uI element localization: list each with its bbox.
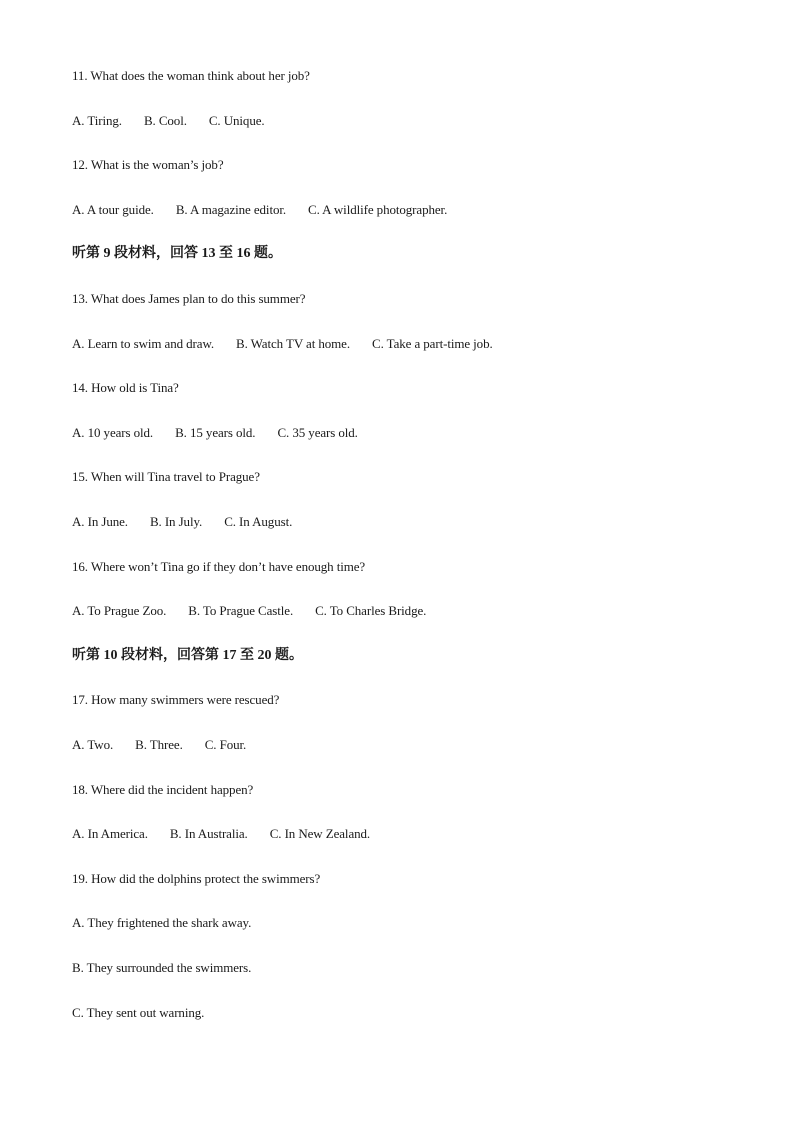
answer-option: C. They sent out warning. (72, 1005, 205, 1020)
answer-options (72, 603, 426, 619)
answer-options (72, 737, 246, 753)
answer-options (72, 425, 358, 441)
section-heading: 听第 9 段材料，回答 13 至 16 题。 (72, 246, 282, 261)
question-text: 16. Where won’t Tina go if they don’t have enough time? (72, 559, 366, 574)
question-text: 17. How many swimmers were rescued? (72, 692, 280, 707)
answer-option: B. A magazine editor. (175, 202, 287, 217)
question-text: 19. How did the dolphins protect the swimmers? (72, 871, 321, 886)
question-text: 18. Where did the incident happen? (72, 782, 254, 797)
answer-option: A. Tiring. (72, 113, 122, 128)
answer-options (72, 915, 251, 931)
answer-option: C. 35 years old. (277, 425, 358, 440)
section-heading: 听第 10 段材料，回答第 17 至 20 题。 (72, 648, 303, 663)
answer-option: B. 15 years old. (175, 425, 256, 440)
question-text: 11. What does the woman think about her job? (72, 68, 310, 83)
question-text: 13. What does James plan to do this summer? (72, 291, 306, 306)
answer-option: B. In Australia. (169, 826, 248, 841)
answer-option: B. Cool. (143, 113, 187, 128)
answer-option: A. 10 years old. (72, 425, 154, 440)
question-text: 15. When will Tina travel to Prague? (72, 469, 260, 484)
answer-option: C. In New Zealand. (269, 826, 371, 841)
answer-option: C. A wildlife photographer. (308, 202, 448, 217)
question-text: 12. What is the woman’s job? (72, 157, 224, 172)
answer-option: B. Watch TV at home. (236, 336, 350, 351)
answer-option: A. They frightened the shark away. (72, 915, 252, 930)
answer-option: C. Take a part-time job. (372, 336, 493, 351)
answer-option: A. Learn to swim and draw. (72, 336, 215, 351)
answer-option: A. In June. (72, 514, 128, 529)
answer-option: C. Unique. (208, 113, 265, 128)
answer-option: B. In July. (149, 514, 203, 529)
answer-options (72, 336, 493, 352)
answer-options (72, 514, 292, 530)
answer-option: A. Two. (72, 737, 114, 752)
answer-options (72, 960, 251, 976)
answer-option: C. In August. (224, 514, 293, 529)
answer-option: B. To Prague Castle. (188, 603, 294, 618)
answer-options (72, 113, 265, 129)
question-text: 14. How old is Tina? (72, 380, 179, 395)
answer-option: B. Three. (135, 737, 183, 752)
answer-option: C. To Charles Bridge. (315, 603, 427, 618)
answer-option: A. To Prague Zoo. (72, 603, 167, 618)
answer-options (72, 202, 447, 218)
answer-options (72, 826, 370, 842)
answer-option: A. In America. (72, 826, 148, 841)
answer-options (72, 1005, 204, 1021)
answer-option: B. They surrounded the swimmers. (72, 960, 252, 975)
answer-option: C. Four. (204, 737, 247, 752)
answer-option: A. A tour guide. (72, 202, 154, 217)
